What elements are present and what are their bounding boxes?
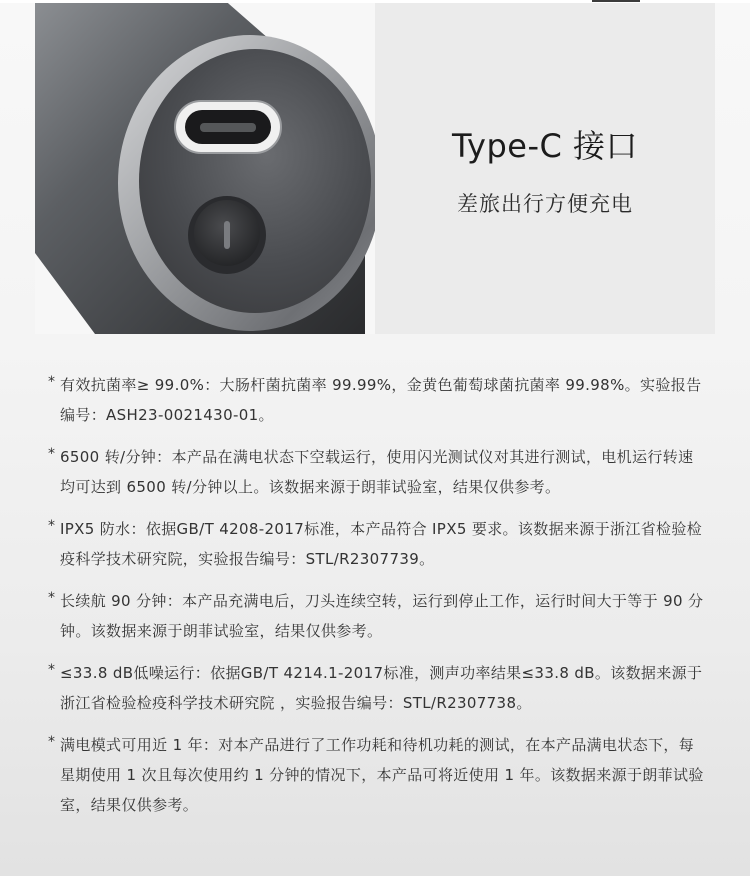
feature-card-typec xyxy=(35,3,715,334)
footnote-text: 长续航 90 分钟：本产品充满电后，刀头连续空转，运行到停止工作，运行时间大于等于 90 分钟。该数据来源于朗菲试验室，结果仅供参考。 xyxy=(60,592,704,640)
footnote-marker: * xyxy=(48,374,56,390)
footnote-text: 有效抗菌率≥ 99.0%：大肠杆菌抗菌率 99.99%，金黄色葡萄球菌抗菌率 99.98%。实验报告编号：ASH23-0021430-01。 xyxy=(60,376,702,424)
footnote-marker: * xyxy=(48,446,56,462)
footnote-rpm xyxy=(48,442,708,502)
power-button-icon xyxy=(188,196,266,274)
footnote-battery-life xyxy=(48,586,708,646)
footnote-marker: * xyxy=(48,734,56,750)
footnote-text: 满电模式可用近 1 年：对本产品进行了工作功耗和待机功耗的测试，在本产品满电状态下，每星期使用 1 次且每次使用约 1 分钟的情况下，本产品可将近使用 1 年。该数据来源于朗菲试验室，结果仅供参考。 xyxy=(60,736,704,814)
footnote-text: IPX5 防水：依据GB/T 4208-2017标准，本产品符合 IPX5 要求。该数据来源于浙江省检验检疫科学技术研究院，实验报告编号：STL/R2307739。 xyxy=(60,520,703,568)
footnote-standby xyxy=(48,730,708,820)
product-photo-usb-c-port xyxy=(35,3,375,334)
feature-subtitle: 差旅出行方便充电 xyxy=(457,192,633,216)
device-endcap xyxy=(139,49,371,313)
footnote-marker: * xyxy=(48,518,56,534)
footnote-text: ≤33.8 dB低噪运行：依据GB/T 4214.1-2017标准，测声功率结果≤33.8 dB。该数据来源于浙江省检验检疫科学技术研究院 ，实验报告编号：STL/R2307738。 xyxy=(60,664,703,712)
top-edge-accent xyxy=(592,0,640,2)
feature-title: Type-C 接口 xyxy=(451,127,639,165)
footnotes xyxy=(48,370,708,832)
footnote-noise xyxy=(48,658,708,718)
usb-c-port-icon xyxy=(175,101,281,153)
footnote-marker: * xyxy=(48,662,56,678)
footnote-text: 6500 转/分钟：本产品在满电状态下空载运行，使用闪光测试仪对其进行测试，电机运行转速均可达到 6500 转/分钟以上。该数据来源于朗菲试验室，结果仅供参考。 xyxy=(60,448,694,496)
footnote-antibacterial xyxy=(48,370,708,430)
feature-text xyxy=(375,3,715,334)
footnote-marker: * xyxy=(48,590,56,606)
footnote-waterproof xyxy=(48,514,708,574)
